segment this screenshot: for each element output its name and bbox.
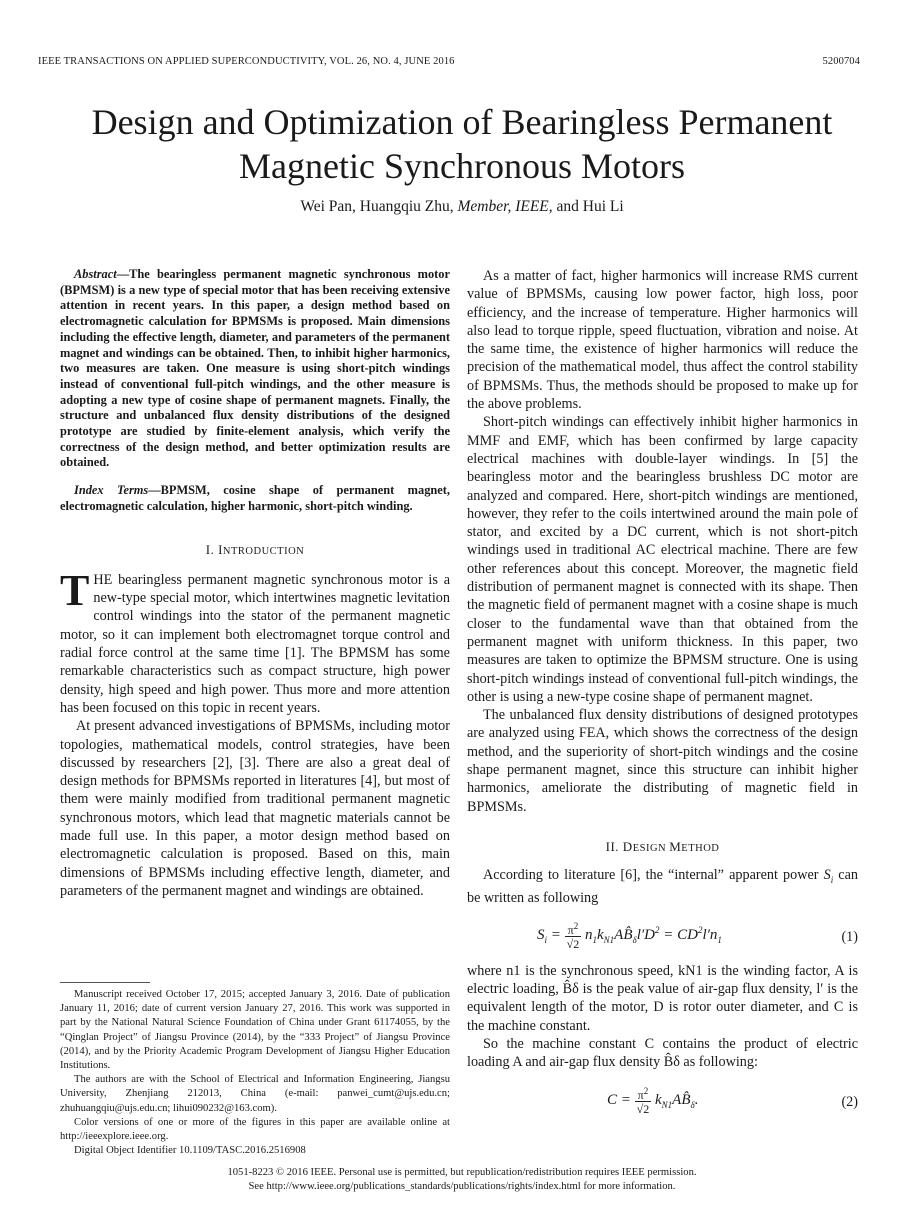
section-title-initial: M [669, 838, 682, 854]
paper-title [0, 100, 924, 188]
section-title-rest: NTRODUCTION [222, 545, 305, 557]
design-paragraph-3: So the machine constant C contains the product of electric loading A and air-gap flux density B̂δ as following: [467, 1035, 858, 1071]
copyright-notice [0, 1166, 924, 1194]
equation-2 [467, 1079, 858, 1127]
section-title-initial: I [218, 541, 223, 557]
abstract [60, 267, 450, 471]
page-number: 5200704 [822, 56, 860, 67]
intro-paragraph-2: At present advanced investigations of BPMSMs, including motor topologies, mathematical models, control strategies, have been discussed by researchers [2], [3]. There are also a great deal of design methods for BPMSMs reported in literatures [4], but most of them were mainly modified from traditional permanent magnetic synchronous motors, which lead that magnetic materials cannot be made full use. In this paper, a motor design method based on electromagnetic calculation is proposed. Based on this, main dimensions of BPMSMs including effective length, diameter, and parameters of the permanent magnet and windings are obtained. [60, 718, 450, 899]
title-line-1: Design and Optimization of Bearingless Permanent [91, 102, 833, 142]
section-heading-design-method [467, 838, 858, 858]
index-terms-label: Index Terms [74, 483, 149, 498]
abstract-label: Abstract [74, 267, 117, 281]
footnote-affiliation: The authors are with the School of Electrical and Information Engineering, Jiangsu University, Zhenjiang 212013, China (e-mail: panwei_cumt@ujs.edu.cn; zhuhuangqiu@ujs.edu.cn; lihui090232@163.com). [60, 1074, 450, 1114]
index-terms [60, 483, 450, 514]
intro-paragraph-5: The unbalanced flux density distributions of designed prototypes are analyzed using FEA, which shows the correctness of the design method, and the superiority of short-pitch windings and the cosine shape permanent magnet, since this structure can inhibit higher harmonics, ameliorate the distributing of magnetic field in BPMSMs. [467, 707, 858, 815]
copyright-line-2: See http://www.ieee.org/publications_standards/publications/rights/index.html for more information. [248, 1181, 676, 1192]
equation-2-number: (2) [841, 1094, 858, 1111]
index-terms-text: —BPMSM, cosine shape of permanent magnet, electromagnetic calculation, higher harmonic, short-pitch winding. [60, 483, 450, 513]
section-title-initial: D [622, 838, 633, 854]
footnote-color: Color versions of one or more of the figures in this paper are available online at http://ieeexplore.ieee.org. [60, 1116, 450, 1143]
equation-1-number: (1) [841, 928, 858, 945]
footnote-doi: Digital Object Identifier 10.1109/TASC.2016.2516908 [74, 1145, 306, 1157]
symbol-si: $S_i$ [823, 867, 834, 886]
intro-paragraph-3: As a matter of fact, higher harmonics will increase RMS current value of BPMSMs, causing low power factor, high loss, poor efficiency, and the increase of temperature. Higher harmonics will also lead to torque ripple, speed fluctuation, vibration and noise. At the same time, the existence of higher harmonics will reduce the precision of the mathematical model, thus affect the control stability of BPMSMs. Thus, the methods should be proposed to make up for the above problems. [467, 268, 858, 413]
intro-paragraph-1 [60, 565, 450, 717]
footnote-manuscript: Manuscript received October 17, 2015; accepted January 3, 2016. Date of publication January 11, 2016; date of current version January 27, 2016. This work was supported in part by the National Natural Science Foundation of China under Grant 61174055, by the “Qinglan Project” of Jiangsu Province (2014), by the “333 Project” of Jiangsu Province (2014), and by the Priority Academic Program Development of Jiangsu Higher Education Institutions. [60, 989, 450, 1072]
title-line-2: Magnetic Synchronous Motors [239, 146, 685, 186]
design-paragraph-1 [467, 866, 858, 907]
footnotes [60, 988, 450, 1158]
author-names-a: Wei Pan, Huangqiu Zhu, [300, 198, 458, 215]
design-paragraph-2: where n1 is the synchronous speed, kN1 is the winding factor, A is electric loading, B̂δ is the peak value of air-gap flux density, l′ is the equivalent length of the motor, D is rotor outer diameter, and C is the machine constant. [467, 962, 858, 1034]
left-column [60, 267, 450, 900]
drop-cap: T [60, 565, 90, 615]
equation-2-body: C = $\frac{\pi^2}{√2}$ $k_{N1}AB̂_\delta$. [607, 1086, 699, 1117]
author-names-b: , and Hui Li [548, 198, 624, 215]
author-membership: Member, IEEE [457, 198, 549, 215]
equation-1-body: $S_i$ = $\frac{\pi^2}{√2}$ $n_1k_{N1}AB̂_\delta l'D^2 = CD^2l'n_1$ [537, 920, 722, 951]
design-p1-text-b: can be written as following [467, 867, 858, 907]
section-title-rest: ETHOD [681, 842, 720, 854]
journal-name: IEEE TRANSACTIONS ON APPLIED SUPERCONDUCTIVITY, VOL. 26, NO. 4, JUNE 2016 [38, 56, 455, 67]
intro-paragraph-4: Short-pitch windings can effectively inhibit higher harmonics in MMF and EMF, which has been confirmed by large capacity electrical machines with double-layer windings. In [5] the bearingless motor and the bearingless brushless DC motor are analyzed and compared. Here, short-pitch windings are mentioned, however, they refer to the coils intertwined around the main pole of stator, and excited by a DC current, which is not short-pitch windings used in traditional AC electrical machine. There are few other references about this concept. Moreover, the magnetic field distribution of permanent magnet is connected with its shape. Then the magnetic field of permanent magnet with a cosine shape is much closer to the fundamental wave than that obtained from the permanent magnet with uniform thickness. In this paper, two measures are taken to optimize the BPMSM structure. One is using short-pitch windings instead of conventional full-pitch windings, the other is using a new-type cosine shape of permanent magnet. [467, 414, 858, 705]
right-column [467, 267, 858, 1127]
abstract-text: —The bearingless permanent magnetic synchronous motor (BPMSM) is a new type of special motor that has been receiving extensive attention in recent years. In this paper, a design method based on electromagnetic calculation for BPMSMs is proposed. Main dimensions including the effective length, diameter, and parameters of the permanent magnet and windings can be obtained. Then, to inhibit higher harmonics, two measures are taken. One measure is using short-pitch windings instead of conventional full-pitch windings, and the other measure is adopting a new type of cosine shape of permanent magnets. Finally, the structure and unbalanced flux density distributions of the designed prototype are studied by finite-element analysis, which verify the correctness of the design method, and better optimization results are obtained. [60, 267, 450, 470]
intro-paragraph-1-text: HE bearingless permanent magnetic synchronous motor is a new-type special motor, which intertwines magnetic levitation control windings into the stator of the permanent magnetic motor, so it can implement both electromagnet torque control and radial force control at the same time [1]. The BPMSM has some remarkable characteristics such as compact structure, high power density, high speed and high power. Thus more and more attention has been focused on this topic in recent years. [60, 571, 450, 716]
section-number: I. [205, 541, 219, 557]
section-title-rest: ESIGN [632, 842, 670, 854]
section-heading-introduction [60, 541, 450, 561]
copyright-line-1: 1051-8223 © 2016 IEEE. Personal use is permitted, but republication/redistribution requires IEEE permission. [227, 1167, 697, 1178]
section-number: II. [605, 838, 623, 854]
design-p1-text-a: According to literature [6], the “internal” apparent power [483, 867, 824, 884]
author-line [0, 198, 924, 216]
equation-1 [467, 914, 858, 962]
footnote-rule [60, 982, 150, 983]
